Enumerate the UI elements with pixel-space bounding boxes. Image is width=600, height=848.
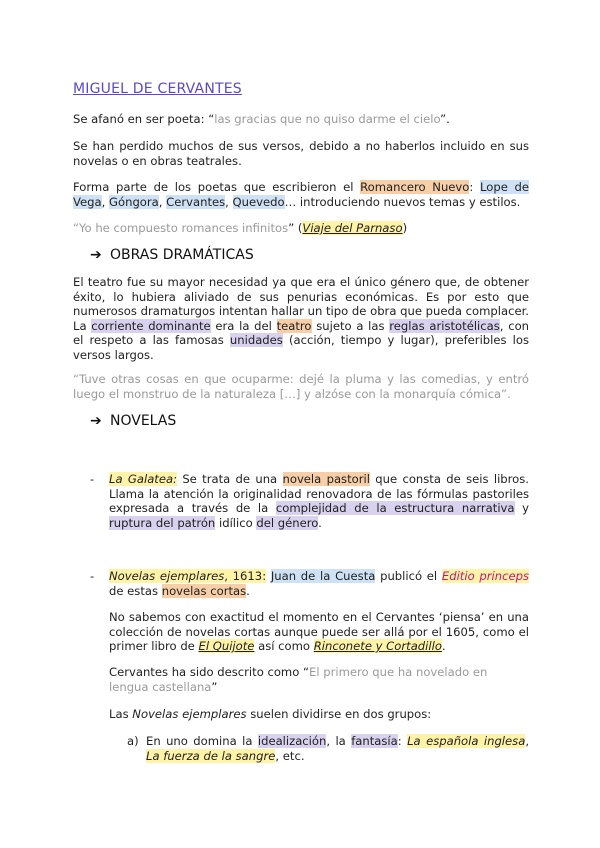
paragraph-lost-verses <box>73 139 529 168</box>
paragraph-teatro <box>73 275 529 362</box>
text: y <box>514 501 529 515</box>
highlight-del-genero: del género <box>256 515 319 530</box>
quote-text: El primero que ha novelado en lengua castellana <box>109 665 488 694</box>
highlight-ruptura: ruptura del patrón <box>109 515 216 530</box>
highlight-el-quijote: El Quijote <box>198 639 255 653</box>
text: Se han perdido muchos de sus versos, debido a no haberlos incluido en sus novelas o en obras teatrales. <box>73 139 529 168</box>
highlight-juan-cuesta: Juan de la Cuesta <box>270 569 376 583</box>
paragraph-romancero <box>73 180 529 209</box>
highlight-fantasia: fantasía <box>351 734 398 748</box>
text: ) <box>402 221 408 235</box>
page-title: MIGUEL DE CERVANTES <box>73 81 242 97</box>
quote-romances <box>73 221 529 236</box>
quote-monstruo <box>73 372 529 401</box>
list-bullet: - <box>90 472 95 486</box>
highlight-idealizacion: idealización <box>257 734 327 748</box>
highlight-unidades: unidades <box>229 333 283 347</box>
highlight-teatro: teatro <box>276 318 312 333</box>
highlight-fuerza-sangre: La fuerza de la sangre <box>146 748 276 763</box>
paragraph-poet <box>73 112 529 127</box>
highlight-reglas: reglas aristotélicas <box>389 318 500 333</box>
text: que consta de seis libros. Llama la atención la originalidad renovadora de las fórmulas pastoriles expresada a través de la <box>109 472 529 515</box>
text: , con el respeto a las famosas <box>73 318 530 347</box>
text: , <box>158 194 167 209</box>
heading-obras-dramaticas <box>90 247 254 263</box>
text: , etc. <box>275 748 305 763</box>
highlight-novelas-ejemplares: Novelas ejemplares <box>109 569 225 583</box>
text: . <box>246 583 250 598</box>
italic-title: Novelas ejemplares <box>132 707 247 721</box>
highlight-editio-princeps: Editio princeps <box>441 569 529 583</box>
text: ”. <box>440 112 450 126</box>
text: No sabemos con exactitud el momento en el Cervantes ‘piensa’ en una colección de novelas cortas aunque puede ser allá por el 1605, como el primer libro de <box>109 610 529 653</box>
text: . <box>441 639 446 653</box>
text: (acción, tiempo y lugar), preferibles los versos largos. <box>73 333 530 362</box>
text: , <box>101 194 110 209</box>
text: sujeto a las <box>311 318 390 333</box>
highlight-quevedo: Quevedo <box>232 194 285 209</box>
paragraph-coleccion <box>109 610 529 654</box>
list-bullet: - <box>90 569 95 583</box>
highlight-rinconete: Rinconete y Cortadillo <box>313 639 442 653</box>
highlight-viaje-parnaso: Viaje del Parnaso <box>302 221 403 235</box>
text: , <box>525 734 529 748</box>
item-grupo-a <box>146 734 529 763</box>
highlight-lope: Lope de Vega <box>73 180 530 209</box>
highlight-espanola-inglesa: La española inglesa <box>407 734 526 748</box>
heading-novelas <box>90 413 176 429</box>
text: así como <box>254 639 314 653</box>
text: En uno domina la <box>146 734 258 748</box>
text: ” ( <box>288 221 303 235</box>
list-marker-a: a) <box>127 734 139 748</box>
highlight-romancero: Romancero Nuevo <box>360 180 470 194</box>
text: ” <box>211 679 218 694</box>
highlight-novelas-cortas: novelas cortas <box>161 583 247 598</box>
heading-label: NOVELAS <box>110 413 177 429</box>
text: Se afanó en ser poeta: “ <box>73 112 215 126</box>
quote-text: las gracias que no quiso darme el cielo <box>214 112 441 126</box>
item-galatea <box>109 472 529 530</box>
text: Se trata de una <box>177 472 283 486</box>
text: publicó el <box>375 569 442 583</box>
text: Forma parte de los poetas que escribieron el <box>73 180 361 194</box>
text: : <box>469 180 480 194</box>
text: de estas <box>109 583 162 598</box>
text: era la del <box>210 318 277 333</box>
arrow-icon: ➔ <box>90 247 102 263</box>
text: Cervantes ha sido descrito como “ <box>109 665 310 679</box>
highlight-cervantes: Cervantes <box>166 194 226 209</box>
paragraph-descrito <box>109 665 529 694</box>
text: , la <box>326 734 352 748</box>
text: . <box>318 515 322 530</box>
paragraph-grupos <box>109 707 529 722</box>
quote-text: Yo he compuesto romances infinitos <box>79 221 289 235</box>
heading-label: OBRAS DRAMÁTICAS <box>110 247 254 263</box>
highlight-gongora: Góngora <box>109 194 159 209</box>
text: El teatro fue su mayor necesidad ya que era el único género que, de obtener éxito, lo hubiera aliviado de sus penurias económicas. Es por esto que numerosos dramaturgos intentan hallar un tipo de obra que pueda complacer. La <box>73 275 529 333</box>
text: idílico <box>215 515 257 530</box>
text: , <box>225 194 233 209</box>
highlight-complejidad: complejidad de la estructura narrativa <box>275 501 515 515</box>
text: Las <box>109 707 133 721</box>
highlight-novela-pastoril: novela pastoril <box>282 472 370 486</box>
text: : <box>397 734 408 748</box>
highlight-corriente: corriente dominante <box>91 318 211 333</box>
highlight-year: , 1613: <box>224 569 267 583</box>
item-novelas-ejemplares <box>109 569 529 598</box>
highlight-galatea: La Galatea: <box>109 472 177 486</box>
text: suelen dividirse en dos grupos: <box>246 707 432 721</box>
text: “ <box>73 221 80 235</box>
quote-text: “Tuve otras cosas en que ocuparme: dejé la pluma y las comedias, y entró luego el monstruo de la naturaleza […] y alzóse con la monarquía cómica”. <box>73 372 529 401</box>
text: … introduciendo nuevos temas y estilos. <box>284 194 521 209</box>
arrow-icon: ➔ <box>90 413 102 429</box>
